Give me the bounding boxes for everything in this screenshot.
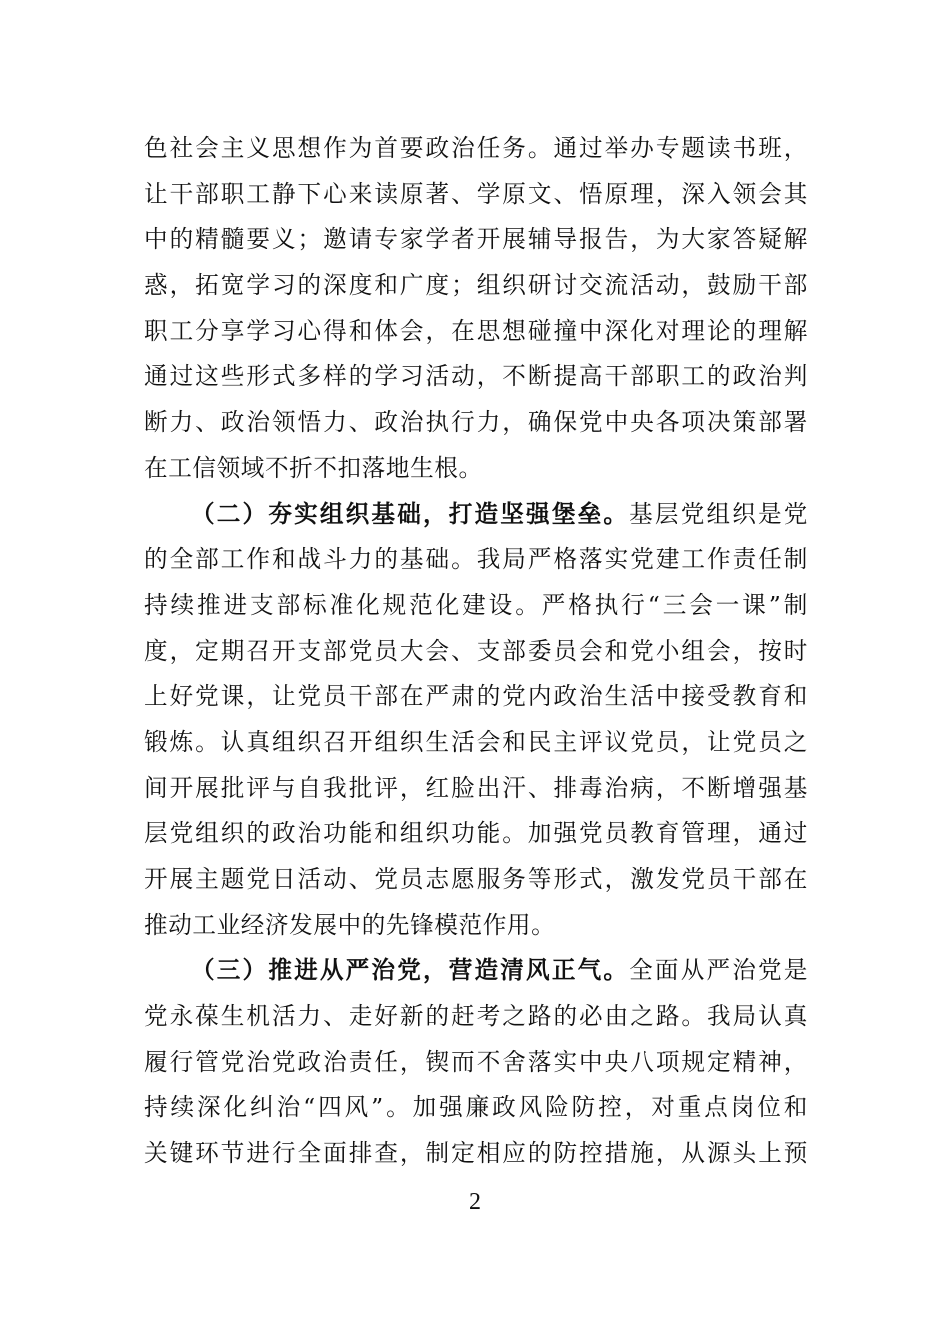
section-heading: （二）夯实组织基础，打造坚强堡垒。 [191, 499, 630, 528]
text-line: 开展主题党日活动、党员志愿服务等形式，激发党员干部在 [144, 865, 808, 893]
text-line: 色社会主义思想作为首要政治任务。通过举办专题读书班， [144, 134, 808, 162]
text-line: 中的精髓要义；邀请专家学者开展辅导报告，为大家答疑解 [144, 225, 808, 254]
text-line: 关键环节进行全面排查，制定相应的防控措施，从源头上预 [144, 1139, 808, 1168]
paragraph-first-line [144, 492, 808, 538]
page-number: 2 [469, 1189, 481, 1215]
text-line: 职工分享学习心得和体会，在思想碰撞中深化对理论的理解 [144, 316, 808, 345]
paragraph-2 [144, 492, 808, 949]
text-line: 持续推进支部标准化规范化建设。严格执行“三会一课”制 [144, 590, 808, 619]
text-run: 全面从严治党是 [629, 956, 808, 985]
text-line: 断力、政治领悟力、政治执行力，确保党中央各项决策部署 [144, 408, 808, 437]
paragraph-3 [144, 948, 808, 1176]
text-line: 度，定期召开支部党员大会、支部委员会和党小组会，按时 [144, 636, 808, 665]
text-run: 基层党组织是党 [629, 499, 808, 528]
body-text [144, 126, 808, 1177]
text-line: 党永葆生机活力、走好新的赶考之路的必由之路。我局认真 [144, 1002, 808, 1031]
text-line: 的全部工作和战斗力的基础。我局严格落实党建工作责任制 [144, 545, 808, 574]
text-line: 惑，拓宽学习的深度和广度；组织研讨交流活动，鼓励干部 [144, 271, 808, 300]
text-line: 履行管党治党政治责任，锲而不舍落实中央八项规定精神， [144, 1047, 808, 1076]
text-line: 持续深化纠治“四风”。加强廉政风险防控，对重点岗位和 [144, 1093, 808, 1122]
section-heading: （三）推进从严治党，营造清风正气。 [191, 956, 630, 985]
text-line: 上好党课，让党员干部在严肃的党内政治生活中接受教育和 [144, 682, 808, 711]
text-line: 层党组织的政治功能和组织功能。加强党员教育管理，通过 [144, 819, 808, 848]
text-line: 锻炼。认真组织召开组织生活会和民主评议党员，让党员之 [144, 727, 808, 756]
text-line: 在工信领域不折不扣落地生根。 [144, 453, 483, 482]
paragraph-1 [144, 126, 808, 492]
text-line: 通过这些形式多样的学习活动，不断提高干部职工的政治判 [144, 362, 808, 391]
text-line: 让干部职工静下心来读原著、学原文、悟原理，深入领会其 [144, 179, 808, 208]
paragraph-first-line [144, 948, 808, 994]
text-line: 推动工业经济发展中的先锋模范作用。 [144, 910, 556, 939]
text-line: 间开展批评与自我批评，红脸出汗、排毒治病，不断增强基 [144, 773, 808, 802]
